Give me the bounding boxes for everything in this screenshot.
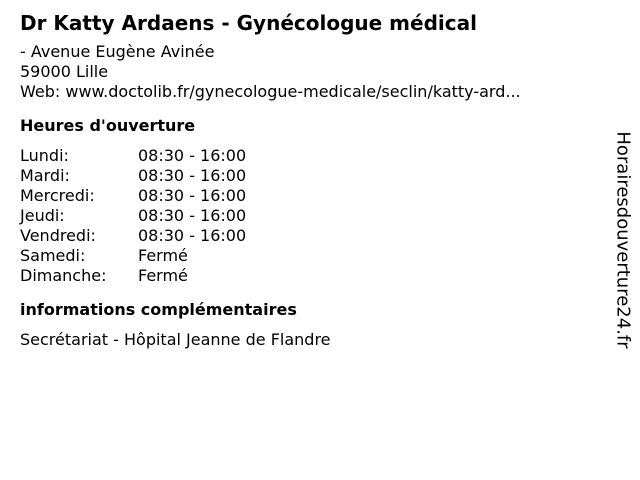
business-card: [20, 10, 600, 350]
opening-hours-heading: Heures d'ouverture: [20, 116, 196, 135]
day-hours: 08:30 - 16:00: [138, 206, 247, 225]
hours-row-vendredi: [20, 226, 600, 246]
day-label: Lundi:: [20, 146, 69, 165]
day-label: Vendredi:: [20, 226, 96, 245]
hours-row-lundi: [20, 146, 600, 166]
day-label: Dimanche:: [20, 266, 107, 285]
brand-text: Horairesdouverture24.fr: [613, 131, 635, 349]
business-title: Dr Katty Ardaens - Gynécologue médical: [20, 11, 477, 35]
day-label: Samedi:: [20, 246, 86, 265]
hours-row-samedi: [20, 246, 600, 266]
hours-row-jeudi: [20, 206, 600, 226]
day-hours: 08:30 - 16:00: [138, 226, 247, 245]
hours-row-mercredi: [20, 186, 600, 206]
day-hours: Fermé: [138, 266, 188, 285]
day-label: Mercredi:: [20, 186, 95, 205]
opening-hours-list: [20, 146, 600, 286]
day-hours: 08:30 - 16:00: [138, 166, 247, 185]
address-city: 59000 Lille: [20, 62, 109, 81]
additional-info-heading: informations complémentaires: [20, 300, 297, 319]
address-block: [20, 42, 600, 102]
website-link[interactable]: Web: www.doctolib.fr/gynecologue-medicale/seclin/katty-ard...: [20, 82, 521, 101]
hours-row-dimanche: [20, 266, 600, 286]
day-label: Jeudi:: [20, 206, 65, 225]
address-street: - Avenue Eugène Avinée: [20, 42, 215, 61]
day-label: Mardi:: [20, 166, 70, 185]
day-hours: Fermé: [138, 246, 188, 265]
day-hours: 08:30 - 16:00: [138, 186, 247, 205]
day-hours: 08:30 - 16:00: [138, 146, 247, 165]
brand-watermark: [611, 131, 635, 349]
hours-row-mardi: [20, 166, 600, 186]
additional-info-text: Secrétariat - Hôpital Jeanne de Flandre: [20, 330, 331, 349]
